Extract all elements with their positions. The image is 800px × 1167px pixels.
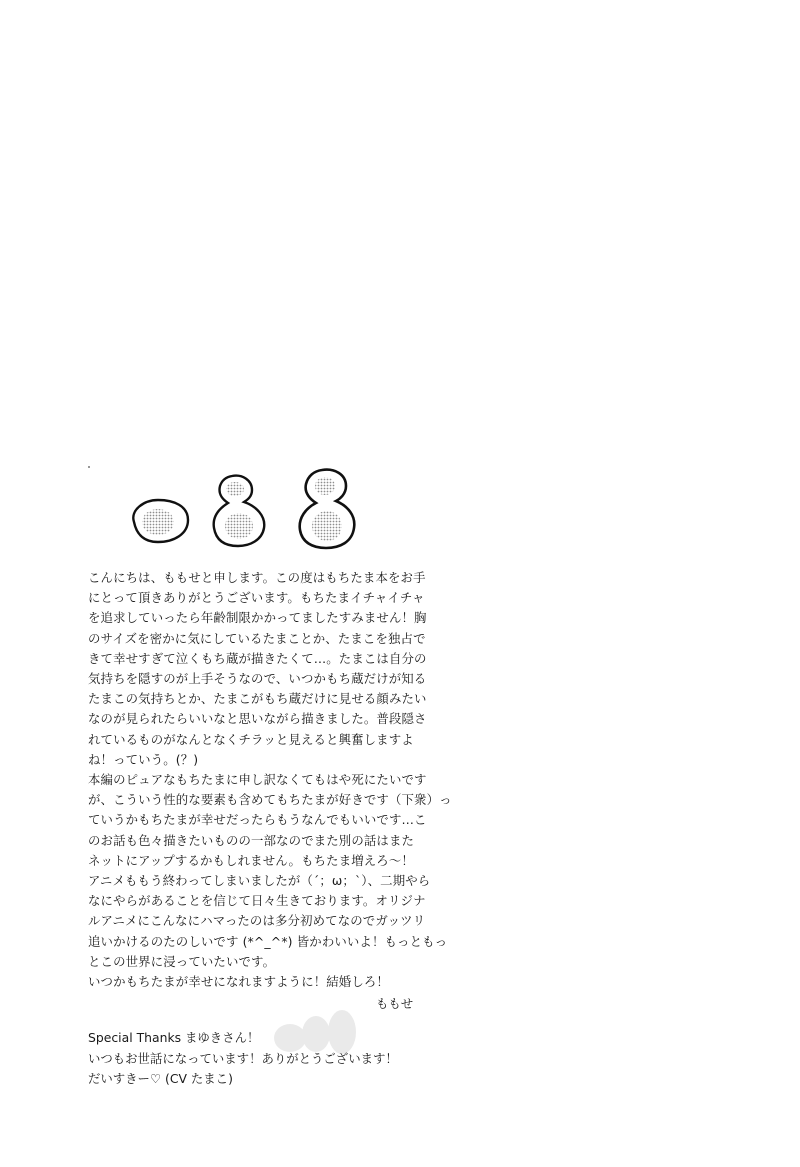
blob-medium [214,476,265,546]
stray-mark [88,466,90,468]
afterword-line: が、こういう性的な要素も含めてもちたまが好きです（下衆）っ [88,792,452,808]
afterword-line: ね！っていう。(？) [88,751,199,767]
afterword-line: 気持ちを隠すのが上手そうなので、いつかもち蔵だけが知る [88,671,427,687]
blob-logo-icon [128,466,368,552]
afterword-line: ていうかもちたまが幸せだったらもうなんでもいいです…こ [88,812,427,828]
afterword-line: ネットにアップするかもしれません。もちたま増えろ〜！ [88,852,414,868]
thanks-line: いつもお世話になっています！ありがとうございます！ [88,1050,398,1066]
afterword-line: のお話も色々描きたいものの一部なのでまた別の話はまた [88,832,415,848]
afterword-line: なのが見られたらいいなと思いながら描きました。普段隠さ [88,711,427,727]
afterword-line: を追求していったら年齢制限かかってましたすみません！胸 [88,610,427,626]
afterword-line: たまこの気持ちとか、たまこがもち蔵だけに見せる顔みたい [88,691,427,707]
afterword-line: 追いかけるのたのしいです (*^_^*) 皆かわいいよ！もっともっ [88,933,448,949]
afterword-line: にとって頂きありがとうございます。もちたまイチャイチャ [88,590,425,606]
afterword-line: れているものがなんとなくチラッと見えると興奮しますよ [88,731,414,747]
blob-round [133,500,188,542]
afterword-line: ルアニメにこんなにハマったのは多分初めてなのでガッツリ [88,913,426,929]
afterword-line: とこの世界に浸っていたいです。 [88,953,276,969]
afterword-line: なにやらがあることを信じて日々生きております。オリジナ [88,893,426,909]
author-signature: ももせ [376,996,414,1011]
afterword-line: こんにちは、ももせと申します。この度はもちたま本をお手 [88,570,426,585]
afterword-line: のサイズを密かに気にしているたまことか、たまこを独占で [88,630,426,646]
special-thanks [88,1028,398,1090]
afterword-line: きて幸せすぎて泣くもち蔵が描きたくて…。たまこは自分の [88,650,427,666]
afterword-line: 本編のピュアなもちたまに申し訳なくてもはや死にたいです [88,772,427,788]
afterword-line: アニメももう終わってしまいましたが（´；ω；`）、二期やら [88,873,431,889]
afterword-text [88,568,452,992]
blob-tall [300,470,355,548]
afterword-line: いつかもちたまが幸せになれますように！結婚しろ！ [88,974,389,990]
thanks-line: Special Thanks まゆきさん！ [88,1030,260,1045]
thanks-line: だいすきー♡ (CV たまこ) [88,1071,233,1086]
